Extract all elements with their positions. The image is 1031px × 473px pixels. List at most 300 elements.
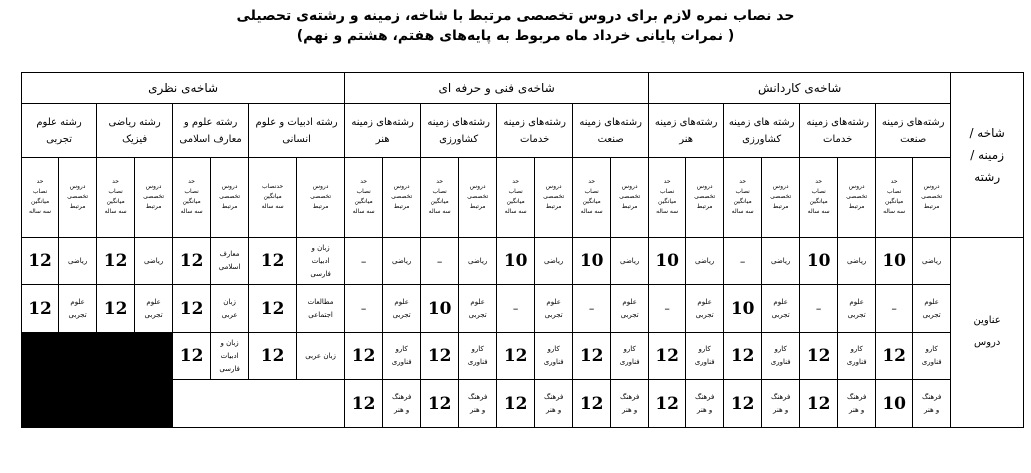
- quorum-value: 10: [800, 237, 838, 285]
- course-name: فناوری: [543, 358, 564, 367]
- course-cell: [211, 285, 249, 333]
- quorum-head-line: میانگین: [263, 193, 282, 201]
- course-name: فارسی: [310, 269, 331, 278]
- courses-head-line: مرتبط: [312, 203, 329, 211]
- course-cell: [611, 332, 649, 380]
- quorum-value: 10: [649, 237, 686, 285]
- quorum-value: 12: [649, 380, 686, 428]
- courses-column-header: [135, 157, 173, 237]
- course-name: علوم: [773, 297, 788, 306]
- field-header: [573, 104, 649, 158]
- quorum-head-line: حد: [663, 178, 671, 186]
- field-header-line: رشته‌های زمینه: [579, 116, 642, 128]
- title-main: حد نصاب نمره لازم برای دروس تخصصی مرتبط با شاخه، زمینه و رشته‌ی تحصیلی: [236, 8, 795, 24]
- quorum-head-line: سه ساله: [883, 208, 906, 216]
- course-name: و هنر: [697, 405, 713, 414]
- data-row: [22, 237, 1024, 285]
- course-cell: [611, 285, 649, 333]
- course-name: ریاضی: [392, 256, 412, 265]
- course-cell: [383, 380, 421, 428]
- quorum-head-line: حد: [188, 178, 196, 186]
- quorum-head-line: نصاب: [32, 188, 48, 196]
- course-cell: [762, 237, 800, 285]
- courses-side-label: [951, 237, 1024, 427]
- quorum-head-line: حد: [588, 178, 596, 186]
- course-cell: [762, 332, 800, 380]
- course-name: علوم: [622, 297, 637, 306]
- quorum-head-line: سه ساله: [261, 203, 284, 211]
- courses-head-line: دروس: [221, 183, 238, 191]
- field-header-line: رشته ریاضی: [108, 116, 161, 128]
- courses-head-line: مرتبط: [221, 203, 238, 211]
- field-header-line: هنر: [375, 133, 390, 145]
- course-name: تجربی: [544, 310, 563, 319]
- course-name: کارو: [547, 345, 560, 354]
- quorum-value: 12: [800, 332, 838, 380]
- quorum-column-header: [345, 157, 383, 237]
- field-header-line: صنعت: [900, 133, 927, 145]
- quorum-column-header: [573, 157, 611, 237]
- quorum-value: –: [345, 237, 383, 285]
- courses-head-line: مرتبط: [545, 203, 562, 211]
- course-cell: [535, 332, 573, 380]
- courses-head-line: مرتبط: [772, 203, 789, 211]
- courses-column-header: [535, 157, 573, 237]
- course-name: و هنر: [849, 405, 865, 414]
- quorum-head-line: میانگین: [658, 198, 677, 206]
- courses-head-line: دروس: [312, 183, 329, 191]
- field-header-line: صنعت: [597, 133, 624, 145]
- quorum-head-line: سه ساله: [580, 208, 603, 216]
- courses-head-line: تخصصی: [219, 193, 241, 201]
- course-name: فناوری: [391, 358, 412, 367]
- quorum-column-header: [97, 157, 135, 237]
- field-header-line: رشته‌های زمینه: [881, 116, 945, 128]
- course-name: کارو: [850, 345, 863, 354]
- quorum-head-line: نصاب: [584, 188, 599, 196]
- quorum-head-line: نصاب: [735, 188, 750, 196]
- course-cell: [686, 285, 724, 333]
- course-cell: [838, 285, 876, 333]
- course-name: علوم: [146, 297, 161, 306]
- courses-head-line: دروس: [621, 183, 638, 191]
- course-cell: [762, 285, 800, 333]
- course-name: معارف: [219, 250, 240, 259]
- course-name: فارسی: [219, 364, 240, 373]
- courses-head-line: مرتبط: [848, 203, 865, 211]
- quorum-value: 10: [724, 285, 762, 333]
- branch-header: شاخه‌ی نظری: [22, 73, 345, 104]
- data-row: [22, 332, 1024, 380]
- courses-head-line: مرتبط: [621, 203, 638, 211]
- course-cell: [211, 332, 249, 380]
- quorum-value: 12: [173, 332, 211, 380]
- course-cell: [383, 332, 421, 380]
- course-cell: [535, 380, 573, 428]
- quorum-value: 12: [421, 380, 459, 428]
- side-label-line: عناوین: [973, 315, 1001, 327]
- courses-head-line: مرتبط: [696, 203, 713, 211]
- data-row: [22, 380, 1024, 428]
- course-name: زبان و: [220, 338, 239, 347]
- quorum-value: 10: [421, 285, 459, 333]
- quorum-value: 12: [249, 237, 297, 285]
- course-name: ریاضی: [468, 256, 488, 265]
- course-cell: [762, 380, 800, 428]
- quorum-value: 10: [573, 237, 611, 285]
- quorum-head-line: میانگین: [809, 198, 828, 206]
- branch-header: شاخه‌ی کاردانش: [649, 73, 951, 104]
- quorum-head-line: حد: [890, 178, 898, 186]
- courses-head-line: تخصصی: [67, 193, 89, 201]
- quorum-value: 10: [876, 237, 913, 285]
- course-cell: [459, 237, 497, 285]
- quorum-head-line: سه ساله: [504, 208, 527, 216]
- course-name: تجربی: [144, 310, 163, 319]
- course-name: تجربی: [695, 310, 714, 319]
- course-name: تجربی: [468, 310, 487, 319]
- quorum-value: 12: [573, 332, 611, 380]
- courses-head-line: تخصصی: [143, 193, 165, 201]
- course-name: ریاضی: [695, 256, 715, 265]
- course-cell: [838, 332, 876, 380]
- field-header-line: انسانی: [282, 133, 311, 145]
- courses-head-line: دروس: [393, 183, 410, 191]
- quorum-head-line: میانگین: [885, 198, 904, 206]
- courses-head-line: دروس: [772, 183, 789, 191]
- course-name: فناوری: [846, 358, 867, 367]
- course-cell: [211, 237, 249, 285]
- courses-head-line: دروس: [69, 183, 86, 191]
- courses-head-line: مرتبط: [469, 203, 486, 211]
- course-name: تجربی: [847, 310, 866, 319]
- courses-head-line: تخصصی: [467, 193, 489, 201]
- courses-head-line: تخصصی: [694, 193, 716, 201]
- quorum-column-header: [497, 157, 535, 237]
- field-header-line: رشته های زمینه: [728, 116, 795, 128]
- quorum-head-line: حد: [512, 178, 520, 186]
- quorum-column-header: [724, 157, 762, 237]
- courses-column-header: [686, 157, 724, 237]
- course-name: فرهنگ: [771, 392, 791, 401]
- courses-head-line: دروس: [848, 183, 865, 191]
- course-cell: [459, 380, 497, 428]
- quorum-value: 12: [22, 285, 59, 333]
- courses-column-header: [59, 157, 97, 237]
- course-name: اجتماعی: [308, 310, 333, 319]
- field-header-line: تجربی: [46, 133, 72, 145]
- header-row-fields: [22, 104, 1024, 158]
- quorum-value: –: [345, 285, 383, 333]
- side-label-line: دروس: [973, 337, 1001, 349]
- courses-head-line: مرتبط: [69, 203, 86, 211]
- course-name: تجربی: [68, 310, 87, 319]
- side-header-line: شاخه /: [969, 125, 1005, 140]
- quorum-value: –: [800, 285, 838, 333]
- quorum-value: 12: [22, 237, 59, 285]
- course-name: فرهنگ: [392, 392, 412, 401]
- quorum-head-line: حد: [360, 178, 368, 186]
- quorum-head-line: نصاب: [184, 188, 199, 196]
- branch-header: شاخه‌ی فنی و حرفه ای: [345, 73, 649, 104]
- course-name: ادبیات: [220, 351, 239, 360]
- course-name: کارو: [925, 345, 938, 354]
- quorum-value: –: [421, 237, 459, 285]
- quorum-value: 12: [724, 332, 762, 380]
- quorum-column-header: [22, 157, 59, 237]
- courses-column-header: [913, 157, 951, 237]
- field-header-line: رشته‌های زمینه: [654, 116, 718, 128]
- field-header: [724, 104, 800, 158]
- quorum-head-line: میانگین: [430, 198, 449, 206]
- courses-head-line: مرتبط: [923, 203, 940, 211]
- course-name: ریاضی: [922, 256, 942, 265]
- quorum-head-line: نصاب: [659, 188, 675, 196]
- courses-head-line: تخصصی: [391, 193, 413, 201]
- quorum-head-line: نصاب: [508, 188, 523, 196]
- quorum-value: 12: [497, 380, 535, 428]
- courses-column-header: [762, 157, 800, 237]
- side-header-line: رشته: [974, 169, 1001, 184]
- course-name: علوم: [70, 297, 85, 306]
- field-header: [876, 104, 951, 158]
- course-name: ریاضی: [544, 256, 564, 265]
- course-cell: [459, 285, 497, 333]
- quorum-value: 10: [497, 237, 535, 285]
- course-name: ریاضی: [771, 256, 791, 265]
- side-header: [951, 73, 1024, 238]
- quorum-head-line: حد: [739, 178, 747, 186]
- course-cell: [297, 332, 345, 380]
- header-row-columns: [22, 157, 1024, 237]
- course-name: فناوری: [619, 358, 640, 367]
- field-header-line: رشته ادبیات و علوم: [255, 116, 338, 128]
- courses-column-header: [611, 157, 649, 237]
- course-cell: [686, 380, 724, 428]
- quorum-table: [21, 72, 1024, 428]
- quorum-value: 12: [249, 285, 297, 333]
- courses-head-line: مرتبط: [393, 203, 410, 211]
- quorum-head-line: سه ساله: [656, 208, 679, 216]
- header-row-branches: [22, 73, 1024, 104]
- course-name: تجربی: [771, 310, 790, 319]
- field-header-line: رشته‌های زمینه: [503, 116, 566, 128]
- quorum-head-line: سه ساله: [731, 208, 754, 216]
- course-name: ادبیات: [311, 256, 330, 265]
- quorum-column-header: [649, 157, 686, 237]
- field-header: [97, 104, 173, 158]
- course-name: فرهنگ: [847, 392, 867, 401]
- quorum-head-line: نصاب: [811, 188, 826, 196]
- quorum-value: 10: [876, 380, 913, 428]
- course-name: و هنر: [622, 405, 638, 414]
- course-cell: [135, 237, 173, 285]
- course-name: فرهنگ: [468, 392, 488, 401]
- quorum-value: 12: [724, 380, 762, 428]
- courses-column-header: [838, 157, 876, 237]
- field-header: [800, 104, 876, 158]
- course-name: کارو: [395, 345, 408, 354]
- course-name: ریاضی: [620, 256, 640, 265]
- quorum-value: 12: [800, 380, 838, 428]
- quorum-value: 12: [649, 332, 686, 380]
- field-header-line: فیزیک: [122, 133, 148, 145]
- field-header: [497, 104, 573, 158]
- quorum-head-line: نصاب: [108, 188, 123, 196]
- courses-column-header: [459, 157, 497, 237]
- quorum-head-line: میانگین: [733, 198, 752, 206]
- quorum-head-line: میانگین: [354, 198, 373, 206]
- quorum-value: –: [649, 285, 686, 333]
- course-cell: [913, 285, 951, 333]
- course-cell: [383, 237, 421, 285]
- course-name: فناوری: [467, 358, 488, 367]
- quorum-head-line: میانگین: [506, 198, 525, 206]
- course-cell: [59, 285, 97, 333]
- quorum-value: 12: [573, 380, 611, 428]
- course-cell: [297, 285, 345, 333]
- course-cell: [135, 285, 173, 333]
- field-header: [249, 104, 345, 158]
- quorum-head-line: میانگین: [30, 198, 50, 206]
- course-name: علوم: [394, 297, 409, 306]
- quorum-head-line: سه ساله: [807, 208, 830, 216]
- empty-black-area: [22, 332, 173, 427]
- course-name: علوم: [924, 297, 939, 306]
- course-cell: [59, 237, 97, 285]
- course-cell: [535, 285, 573, 333]
- courses-head-line: تخصصی: [310, 193, 332, 201]
- quorum-head-line: حد: [36, 178, 44, 186]
- quorum-value: 12: [421, 332, 459, 380]
- quorum-value: 12: [249, 332, 297, 380]
- quorum-head-line: میانگین: [182, 198, 201, 206]
- courses-head-line: دروس: [696, 183, 713, 191]
- course-name: فناوری: [694, 358, 715, 367]
- course-cell: [297, 237, 345, 285]
- course-name: زبان و: [311, 243, 330, 252]
- course-name: تجربی: [922, 310, 941, 319]
- course-name: فناوری: [770, 358, 791, 367]
- field-header-line: خدمات: [823, 133, 853, 145]
- field-header-line: معارف اسلامی: [179, 133, 242, 145]
- course-name: علوم: [697, 297, 712, 306]
- quorum-column-header: [800, 157, 838, 237]
- field-header-line: رشته علوم: [36, 116, 82, 128]
- courses-head-line: دروس: [145, 183, 162, 191]
- quorum-column-header: [173, 157, 211, 237]
- courses-head-line: تخصصی: [921, 193, 943, 201]
- courses-head-line: دروس: [923, 183, 940, 191]
- course-name: اسلامی: [218, 263, 241, 272]
- quorum-value: 12: [173, 285, 211, 333]
- field-header-line: خدمات: [520, 133, 550, 145]
- quorum-head-line: میانگین: [106, 198, 125, 206]
- quorum-head-line: سه ساله: [352, 208, 375, 216]
- course-name: تجربی: [620, 310, 639, 319]
- course-name: و هنر: [924, 405, 940, 414]
- course-name: کارو: [471, 345, 484, 354]
- course-name: فناوری: [921, 358, 942, 367]
- course-name: زبان: [223, 297, 236, 306]
- courses-head-line: مرتبط: [145, 203, 162, 211]
- course-name: تجربی: [392, 310, 411, 319]
- field-header-line: هنر: [679, 133, 694, 145]
- course-name: زبان عربی: [305, 351, 336, 360]
- quorum-value: 12: [173, 237, 211, 285]
- courses-column-header: [211, 157, 249, 237]
- courses-head-line: دروس: [469, 183, 486, 191]
- course-name: کارو: [698, 345, 711, 354]
- quorum-head-line: سه ساله: [104, 208, 127, 216]
- course-cell: [838, 237, 876, 285]
- course-name: فرهنگ: [922, 392, 942, 401]
- course-name: علوم: [849, 297, 864, 306]
- quorum-value: 12: [876, 332, 913, 380]
- title-sub: ( نمرات پایانی خرداد ماه مربوط به پایه‌های هفتم، هشتم و نهم): [296, 28, 735, 44]
- course-cell: [383, 285, 421, 333]
- quorum-value: –: [724, 237, 762, 285]
- field-header: [173, 104, 249, 158]
- field-header-line: کشاورزی: [439, 133, 479, 145]
- course-cell: [686, 237, 724, 285]
- quorum-head-line: سه ساله: [29, 208, 52, 216]
- courses-column-header: [297, 157, 345, 237]
- quorum-value: 12: [345, 380, 383, 428]
- empty-cell: [173, 380, 345, 428]
- course-name: فرهنگ: [544, 392, 564, 401]
- courses-head-line: تخصصی: [770, 193, 792, 201]
- course-cell: [535, 237, 573, 285]
- quorum-value: –: [497, 285, 535, 333]
- course-cell: [913, 237, 951, 285]
- quorum-head-line: حدنصاب: [261, 183, 284, 191]
- document-title: [0, 6, 1031, 46]
- quorum-head-line: نصاب: [886, 188, 902, 196]
- quorum-head-line: سه ساله: [428, 208, 451, 216]
- quorum-head-line: حد: [112, 178, 120, 186]
- field-header: [421, 104, 497, 158]
- course-name: و هنر: [394, 405, 410, 414]
- field-header-line: رشته‌های زمینه: [427, 116, 490, 128]
- course-name: فرهنگ: [620, 392, 640, 401]
- courses-head-line: تخصصی: [543, 193, 565, 201]
- course-name: فرهنگ: [695, 392, 715, 401]
- quorum-value: 12: [97, 285, 135, 333]
- quorum-head-line: نصاب: [432, 188, 447, 196]
- data-row: [22, 285, 1024, 333]
- quorum-value: –: [876, 285, 913, 333]
- course-name: کارو: [623, 345, 636, 354]
- field-header-line: کشاورزی: [742, 133, 782, 145]
- courses-head-line: دروس: [545, 183, 562, 191]
- field-header: [22, 104, 97, 158]
- courses-head-line: تخصصی: [846, 193, 868, 201]
- course-name: ریاضی: [67, 256, 88, 265]
- quorum-value: 12: [97, 237, 135, 285]
- quorum-value: 12: [345, 332, 383, 380]
- course-name: علوم: [546, 297, 561, 306]
- quorum-head-line: نصاب: [356, 188, 371, 196]
- quorum-column-header: [249, 157, 297, 237]
- side-header-line: زمینه /: [970, 147, 1005, 162]
- quorum-head-line: میانگین: [582, 198, 601, 206]
- field-header-line: رشته‌های زمینه: [351, 116, 414, 128]
- course-name: مطالعات: [307, 297, 334, 306]
- course-name: و هنر: [773, 405, 789, 414]
- course-cell: [686, 332, 724, 380]
- quorum-head-line: حد: [436, 178, 444, 186]
